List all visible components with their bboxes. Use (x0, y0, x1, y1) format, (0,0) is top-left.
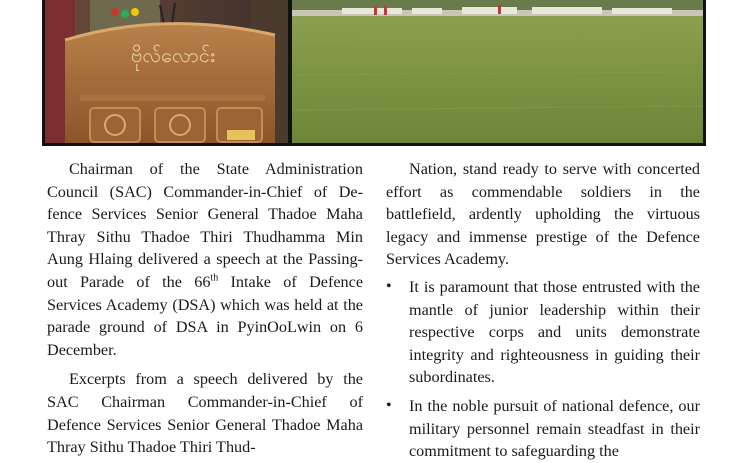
bullet-item: • In the noble pursuit of national defence, our military personnel remain steadfast in their commitment to safeguarding the (386, 395, 700, 463)
podium-speech-photo (45, 0, 288, 143)
bullet-item: • It is paramount that those entrusted with the mantle of junior leadership within their respective corps and units demonstrate integrity and righteousness in guiding their subordinates. (386, 276, 700, 389)
podium-speech-image (45, 0, 288, 143)
article-left-column (47, 158, 363, 459)
parade-ground-photo (292, 0, 703, 143)
article-paragraph-2: Excerpts from a speech delivered by the SAC Chairman Commander-in-Chief of Defence Services Senior General Thadoe Maha Thray Sithu Thadoe Thiri Thud- (47, 370, 363, 457)
article-right-column (386, 158, 700, 463)
speech-bullet-list (386, 276, 700, 463)
photo-strip (42, 0, 706, 146)
article-paragraph-1: Chairman of the State Administration Council (SAC) Commander-in-Chief of Defence Services Senior General Thadoe Maha Thray Sithu Thadoe Thiri Thudhamma Min Aung Hlaing delivered a speech at the Passing-out Parade of the 66th Intake of Defence Services Academy (DSA) which was held at the parade ground of DSA in PyinOoLwin on 6 December. (47, 160, 363, 359)
podium-lettering: ဗိုလ်လောင်း (130, 43, 216, 67)
continued-paragraph: Nation, stand ready to serve with concerted effort as commendable soldiers in the battlefield, ardently upholding the virtuous legacy and immense prestige of the Defence Services Academy. (386, 160, 700, 269)
parade-ground-image (292, 0, 703, 143)
